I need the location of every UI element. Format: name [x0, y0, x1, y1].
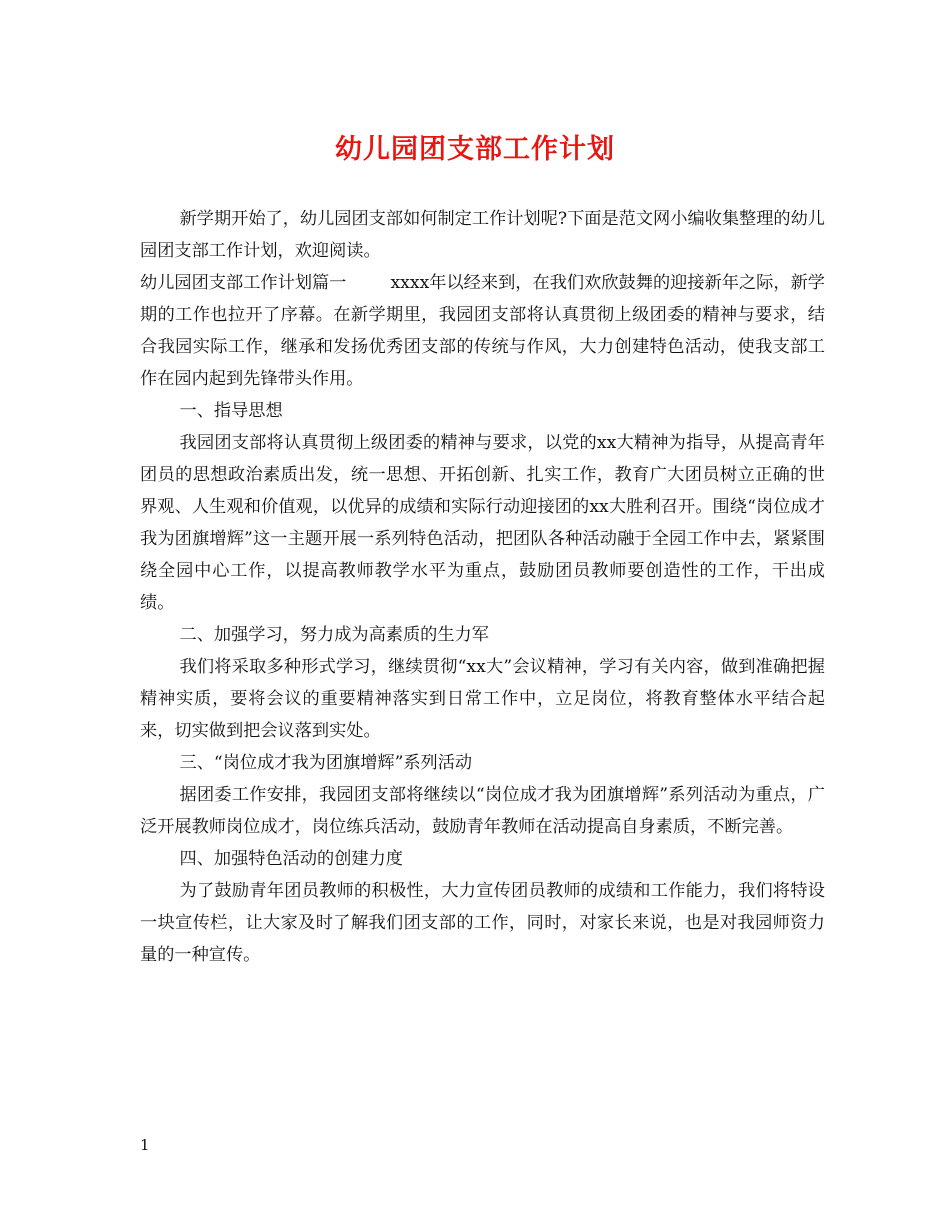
- section-paragraph: 据团委工作安排，我园团支部将继续以“岗位成才我为团旗增辉”系列活动为重点，广泛开展教师岗位成才，岗位练兵活动，鼓励青年教师在活动提高自身素质，不断完善。: [140, 785, 825, 837]
- section-paragraph: 我园团支部将认真贯彻上级团委的精神与要求，以党的xx大精神为指导，从提高青年团员的思想政治素质出发，统一思想、开拓创新、扎实工作，教育广大团员树立正确的世界观、人生观和价值观，以优异的成绩和实际行动迎接团的xx大胜利召开。围绕“岗位成才我为团旗增辉”这一主题开展一系列特色活动，把团队各种活动融于全园工作中去，紧紧围绕全园中心工作，以提高教师教学水平为重点，鼓励团员教师要创造性的工作，干出成绩。: [140, 433, 825, 613]
- article-opening-text: xxxx年以经来到，在我们欢欣鼓舞的迎接新年之际，新学期的工作也拉开了序幕。在新学期里，我园团支部将认真贯彻上级团委的精神与要求，结合我园实际工作，继承和发扬优秀团支部的传统与作风，大力创建特色活动，使我支部工作在园内起到先锋带头作用。: [140, 273, 825, 389]
- document-body: [140, 203, 825, 971]
- section-paragraph: 为了鼓励青年团员教师的积极性，大力宣传团员教师的成绩和工作能力，我们将特设一块宣传栏，让大家及时了解我们团支部的工作，同时，对家长来说，也是对我园师资力量的一种宣传。: [140, 881, 825, 965]
- section-heading: 四、加强特色活动的创建力度: [179, 849, 403, 869]
- section-heading: 二、加强学习，努力成为高素质的生力军: [179, 625, 489, 645]
- section-heading: 一、指导思想: [179, 401, 283, 421]
- section-heading: 三、“岗位成才我为团旗增辉”系列活动: [179, 753, 473, 773]
- article-heading: 幼儿园团支部工作计划篇一: [140, 273, 347, 293]
- article-opening-paragraph: [140, 267, 825, 395]
- intro-paragraph: 新学期开始了，幼儿园团支部如何制定工作计划呢?下面是范文网小编收集整理的幼儿园团支部工作计划，欢迎阅读。: [140, 209, 825, 261]
- document-title: 幼儿园团支部工作计划: [335, 134, 615, 165]
- page-number: 1: [140, 1136, 150, 1154]
- section-paragraph: 我们将采取多种形式学习，继续贯彻“xx大”会议精神，学习有关内容，做到准确把握精神实质，要将会议的重要精神落实到日常工作中，立足岗位，将教育整体水平结合起来，切实做到把会议落到实处。: [140, 657, 825, 741]
